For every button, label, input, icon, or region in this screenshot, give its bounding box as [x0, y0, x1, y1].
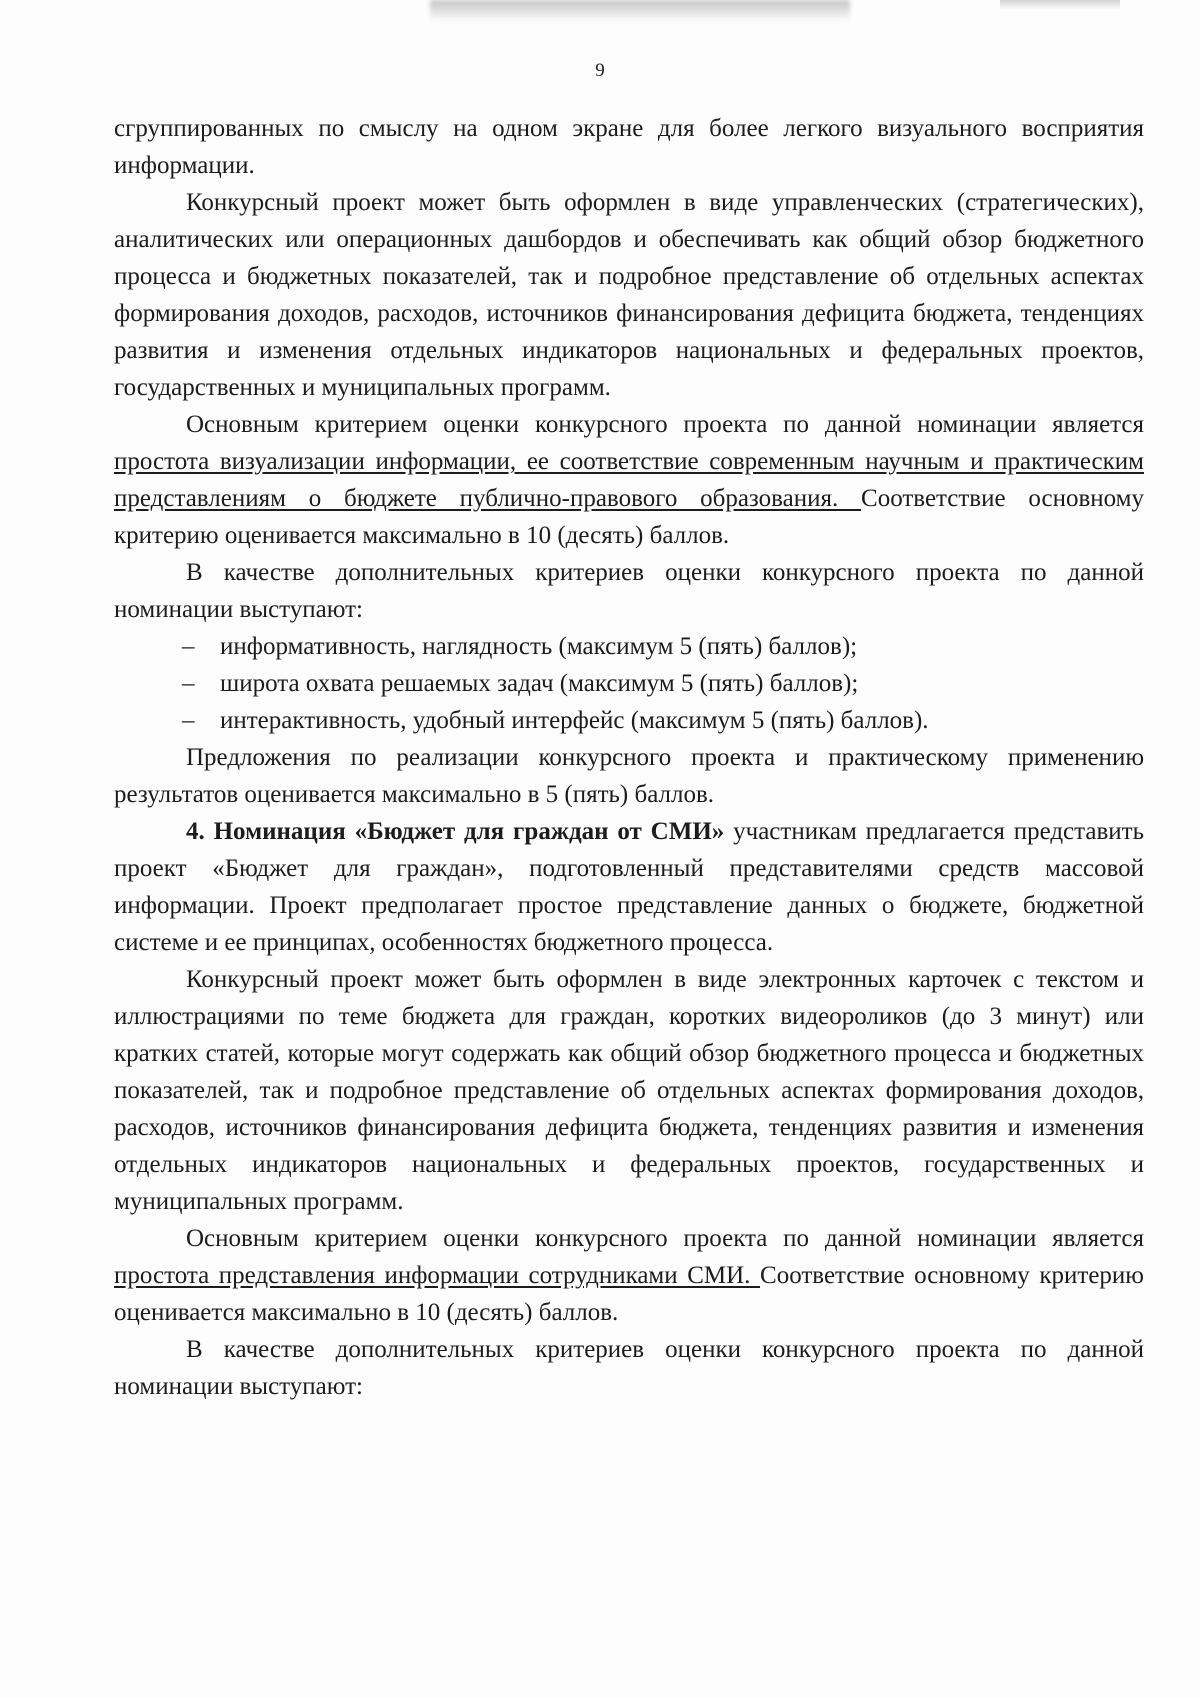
paragraph-dashboard-format: Конкурсный проект может быть оформлен в виде управленческих (стратегических), аналитических или операционных дашбордов и обеспечивать как общий обзор бюджетного процесса и бюджетных показателей, так и подробное представление об отдельных аспектах формирования доходов, расходов, источников финансирования дефицита бюджета, тенденциях развития и изменения отдельных индикаторов национальных и федеральных проектов, государственных и муниципальных программ.: [114, 189, 1144, 401]
text-segment: участникам предлагается представить проект «Бюджет для граждан», подготовленный представителями средств массовой информации. Проект предполагает простое представление данных о бюджете, бюджетной системе и ее принципах, особенностях бюджетного процесса.: [114, 818, 1144, 956]
text-segment: Соответствие основному критерию оценивается максимально в 10 (десять) баллов.: [114, 1262, 1144, 1326]
paragraph-main-criterion-3: [114, 406, 1144, 554]
page-number: 9: [595, 60, 605, 81]
text-segment: Соответствие основному критерию оценивается максимально в 10 (десять) баллов.: [114, 485, 1144, 549]
underlined-criterion: простота представления информации сотрудниками СМИ.: [114, 1262, 761, 1289]
paragraph-proposals: Предложения по реализации конкурсного проекта и практическому применению результатов оценивается максимально в 5 (пять) баллов.: [114, 744, 1144, 808]
paragraph-continuation: сгруппированных по смыслу на одном экране для более легкого визуального восприятия информации.: [114, 115, 1144, 179]
list-item: [114, 702, 1144, 739]
text-segment: Основным критерием оценки конкурсного проекта по данной номинации является: [186, 1225, 1144, 1252]
text-segment: Основным критерием оценки конкурсного проекта по данной номинации является: [186, 411, 1144, 438]
paragraph-additional-criteria-intro: В качестве дополнительных критериев оценки конкурсного проекта по данной номинации выступают:: [114, 559, 1144, 623]
list-item: [114, 628, 1144, 665]
paragraph-nomination-4: [114, 813, 1144, 961]
list-item: [114, 665, 1144, 702]
scan-artifact: [430, 0, 850, 22]
dash-marker: –: [182, 670, 195, 697]
document-body: [114, 110, 1144, 1405]
criteria-list: [114, 628, 1144, 739]
paragraph-media-format: Конкурсный проект может быть оформлен в виде электронных карточек с текстом и иллюстрациями по теме бюджета для граждан, коротких видеороликов (до 3 минут) или кратких статей, которые могут содержать как общий обзор бюджетного процесса и бюджетных показателей, так и подробное представление об отдельных аспектах формирования доходов, расходов, источников финансирования дефицита бюджета, тенденциях развития и изменения отдельных индикаторов национальных и федеральных проектов, государственных и муниципальных программ.: [114, 966, 1144, 1215]
list-item-text: информативность, наглядность (максимум 5 (пять) баллов);: [220, 633, 858, 660]
dash-marker: –: [182, 633, 195, 660]
paragraph-main-criterion-4: [114, 1220, 1144, 1331]
paragraph-additional-criteria-intro: В качестве дополнительных критериев оценки конкурсного проекта по данной номинации выступают:: [114, 1336, 1144, 1400]
list-item-text: интерактивность, удобный интерфейс (максимум 5 (пять) баллов).: [220, 707, 929, 734]
underlined-criterion: простота визуализации информации, ее соответствие современным научным и практическим представлениям о бюджете публично-правового образования.: [114, 448, 1144, 512]
dash-marker: –: [182, 707, 195, 734]
list-item-text: широта охвата решаемых задач (максимум 5 (пять) баллов);: [220, 670, 859, 697]
nomination-heading: 4. Номинация «Бюджет для граждан от СМИ»: [186, 818, 725, 845]
scan-artifact: [1000, 0, 1120, 10]
